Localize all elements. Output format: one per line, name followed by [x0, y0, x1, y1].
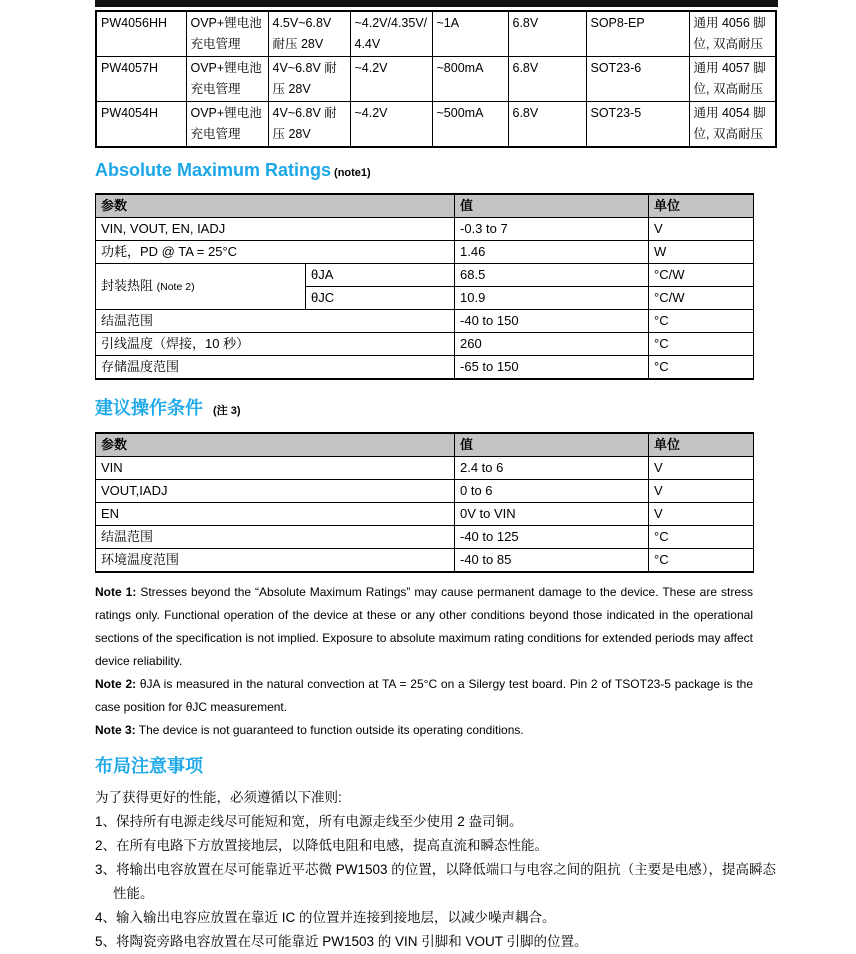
table-row — [96, 11, 776, 57]
unit-cell: °C — [649, 549, 754, 573]
table-row — [96, 310, 754, 333]
current-cell: ~1A — [432, 11, 508, 57]
value-cell: -0.3 to 7 — [455, 218, 649, 241]
column-header-param: 参数 — [96, 194, 455, 218]
note-cell: 通用 4056 脚位, 双高耐压 — [689, 11, 776, 57]
vin-cell: 4.5V~6.8V 耐压 28V — [268, 11, 350, 57]
table-row — [96, 526, 754, 549]
param-cell: 功耗，PD @ TA = 25°C — [96, 241, 455, 264]
unit-cell: W — [649, 241, 754, 264]
note-cell: 通用 4057 脚位, 双高耐压 — [689, 57, 776, 102]
value-cell: 0V to VIN — [455, 503, 649, 526]
note-cell: 通用 4054 脚位, 双高耐压 — [689, 102, 776, 148]
param-note: (Note 2) — [156, 281, 195, 293]
top-divider-bar — [95, 0, 778, 7]
table-row — [96, 57, 776, 102]
value-cell: 68.5 — [455, 264, 649, 287]
param-cell: VOUT,IADJ — [96, 480, 455, 503]
note-1 — [95, 581, 753, 673]
table-row — [96, 333, 754, 356]
package-cell: SOP8-EP — [586, 11, 689, 57]
current-cell: ~800mA — [432, 57, 508, 102]
value-cell: -40 to 85 — [455, 549, 649, 573]
table-row — [96, 264, 754, 287]
list-item: 1、保持所有电源走线尽可能短和宽，所有电源走线至少使用 2 盎司铜。 — [95, 814, 523, 829]
param-cell: 环境温度范围 — [96, 549, 455, 573]
product-comparison-table — [95, 10, 777, 148]
column-header-value: 值 — [455, 433, 649, 457]
sub-param-cell: θJA — [306, 264, 455, 287]
value-cell: 260 — [455, 333, 649, 356]
param-cell: 结温范围 — [96, 526, 455, 549]
layout-guidelines-body — [95, 786, 785, 954]
vout-cell: ~4.2V — [350, 57, 432, 102]
section-title-note: (注 3) — [213, 405, 241, 417]
table-header-row — [96, 194, 754, 218]
value-cell: 2.4 to 6 — [455, 457, 649, 480]
param-cell: 结温范围 — [96, 310, 455, 333]
value-cell: -65 to 150 — [455, 356, 649, 380]
section-title-text: Absolute Maximum Ratings — [95, 160, 332, 180]
unit-cell: °C/W — [649, 287, 754, 310]
unit-cell: °C — [649, 356, 754, 380]
list-item: 3、将输出电容放置在尽可能靠近平芯微 PW1503 的位置，以降低端口与电容之间的阻抗（主要是电感），提高瞬态性能。 — [95, 862, 777, 901]
absolute-maximum-ratings-table — [95, 193, 754, 380]
note-text: The device is not guaranteed to function outside its operating conditions. — [135, 723, 524, 737]
ovp-cell: 6.8V — [508, 57, 586, 102]
value-cell: 10.9 — [455, 287, 649, 310]
table-row — [96, 102, 776, 148]
unit-cell: V — [649, 218, 754, 241]
note-2 — [95, 673, 753, 719]
unit-cell: °C — [649, 333, 754, 356]
note-3 — [95, 719, 753, 742]
section-title-note: (note1) — [334, 167, 371, 179]
note-text: Stresses beyond the “Absolute Maximum Ratings” may cause permanent damage to the device. These are stress ratings only. Functional operation of the device at these or any other conditions beyond those indicated in the operational sections of the specification is not implied. Exposure to absolute maximum rating conditions for extended periods may affect device reliability. — [95, 585, 754, 668]
section-title-text: 布局注意事项 — [95, 756, 203, 776]
column-header-param: 参数 — [96, 433, 455, 457]
unit-cell: °C/W — [649, 264, 754, 287]
note-label: Note 1: — [95, 585, 137, 599]
column-header-unit: 单位 — [649, 433, 754, 457]
unit-cell: V — [649, 503, 754, 526]
note-text: θJA is measured in the natural convection at TA = 25°C on a Silergy test board. Pin 2 of TSOT23-5 package is the case position for θJC measurement. — [95, 677, 753, 714]
vin-cell: 4V~6.8V 耐压 28V — [268, 57, 350, 102]
table-row — [96, 457, 754, 480]
type-cell: OVP+锂电池充电管理 — [186, 11, 268, 57]
package-cell: SOT23-5 — [586, 102, 689, 148]
unit-cell: V — [649, 457, 754, 480]
list-item: 4、输入输出电容应放置在靠近 IC 的位置并连接到接地层，以减少噪声耦合。 — [95, 910, 556, 925]
list-item: 5、将陶瓷旁路电容放置在尽可能靠近 PW1503 的 VIN 引脚和 VOUT 引脚的位置。 — [95, 934, 588, 949]
type-cell: OVP+锂电池充电管理 — [186, 102, 268, 148]
unit-cell: °C — [649, 526, 754, 549]
value-cell: -40 to 125 — [455, 526, 649, 549]
vout-cell: ~4.2V/4.35V/4.4V — [350, 11, 432, 57]
unit-cell: °C — [649, 310, 754, 333]
param-cell: EN — [96, 503, 455, 526]
table-row — [96, 218, 754, 241]
value-cell: 1.46 — [455, 241, 649, 264]
package-cell: SOT23-6 — [586, 57, 689, 102]
value-cell: -40 to 150 — [455, 310, 649, 333]
section-title-text: 建议操作条件 — [95, 398, 203, 418]
vout-cell: ~4.2V — [350, 102, 432, 148]
value-cell: 0 to 6 — [455, 480, 649, 503]
param-cell: 存储温度范围 — [96, 356, 455, 380]
part-number-cell: PW4056HH — [96, 11, 186, 57]
table-row — [96, 503, 754, 526]
table-row — [96, 549, 754, 573]
column-header-value: 值 — [455, 194, 649, 218]
section-title-recommended-operating-conditions — [95, 394, 856, 420]
table-header-row — [96, 433, 754, 457]
ovp-cell: 6.8V — [508, 102, 586, 148]
table-row — [96, 480, 754, 503]
note-label: Note 3: — [95, 723, 136, 737]
ovp-cell: 6.8V — [508, 11, 586, 57]
param-text: 封装热阻 — [101, 278, 154, 293]
param-cell: VIN — [96, 457, 455, 480]
type-cell: OVP+锂电池充电管理 — [186, 57, 268, 102]
list-item: 2、在所有电路下方放置接地层，以降低电阻和电感，提高直流和瞬态性能。 — [95, 838, 549, 853]
unit-cell: V — [649, 480, 754, 503]
part-number-cell: PW4057H — [96, 57, 186, 102]
section-title-layout-guidelines — [95, 752, 856, 778]
param-cell: 引线温度（焊接，10 秒） — [96, 333, 455, 356]
vin-cell: 4V~6.8V 耐压 28V — [268, 102, 350, 148]
param-cell: VIN, VOUT, EN, IADJ — [96, 218, 455, 241]
current-cell: ~500mA — [432, 102, 508, 148]
note-label: Note 2: — [95, 677, 137, 691]
notes-block — [95, 581, 753, 742]
table-row — [96, 241, 754, 264]
column-header-unit: 单位 — [649, 194, 754, 218]
param-cell-thermal-resistance — [96, 264, 306, 310]
table-row — [96, 356, 754, 380]
sub-param-cell: θJC — [306, 287, 455, 310]
layout-intro: 为了获得更好的性能，必须遵循以下准则: — [95, 790, 342, 805]
part-number-cell: PW4054H — [96, 102, 186, 148]
section-title-absolute-maximum-ratings — [95, 160, 856, 181]
recommended-operating-conditions-table — [95, 432, 754, 573]
